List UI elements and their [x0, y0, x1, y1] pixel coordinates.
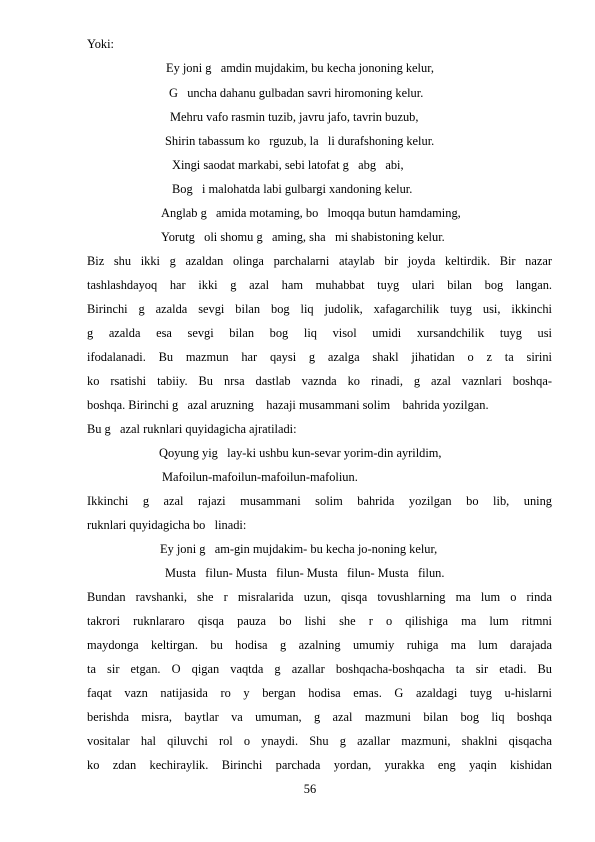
paragraph-line: takrori ruknlararo qisqa pauza bo lishi she r o qilishiga ma lum ritmni	[87, 614, 552, 628]
paragraph-line: ifodalanadi. Bu mazmun har qaysi g azalga shakl jihatidan o z ta sirini	[87, 350, 552, 364]
verse-line: Mafoilun-mafoilun-mafoilun-mafoliun.	[162, 470, 358, 484]
verse-line: Ey joni g am-gin mujdakim- bu kecha jo-noning kelur,	[160, 542, 438, 556]
paragraph-line: Ikkinchi g azal rajazi musammani solim bahrida yozilgan bo lib, uning	[87, 494, 552, 508]
verse-line: Shirin tabassum ko rguzub, la li durafshoning kelur.	[165, 134, 435, 148]
verse-line: Anglab g amida motaming, bo lmoqqa butun hamdaming,	[161, 206, 461, 220]
verse-line: Mehru vafo rasmin tuzib, javru jafo, tavrin buzub,	[170, 110, 419, 124]
verse-line: Xingi saodat markabi, sebi latofat g abg abi,	[172, 158, 404, 172]
paragraph-line: g azalda esa sevgi bilan bog liq visol umidi xursandchilik tuyg usi	[87, 326, 552, 340]
paragraph-line: Bu g azal ruknlari quyidagicha ajratiladi:	[87, 422, 297, 436]
paragraph-line: faqat vazn natijasida ro y bergan hodisa emas. G azaldagi tuyg u-hislarni	[87, 686, 552, 700]
verse-line: Yorutg oli shomu g aming, sha mi shabistoning kelur.	[161, 230, 445, 244]
page-number: 56	[303, 782, 317, 796]
paragraph-line: ko zdan kechiraylik. Birinchi parchada yordan, yurakka eng yaqin kishidan	[87, 758, 552, 772]
paragraph-line: Birinchi g azalda sevgi bilan bog liq judolik, xafagarchilik tuyg usi, ikkinchi	[87, 302, 552, 316]
verse-line: Ey joni g amdin mujdakim, bu kecha jononing kelur,	[166, 61, 434, 75]
paragraph-line: maydonga keltirgan. bu hodisa g azalning umumiy ruhiga ma lum darajada	[87, 638, 552, 652]
paragraph-line: Biz shu ikki g azaldan olinga parchalarni ataylab bir joyda keltirdik. Bir nazar	[87, 254, 552, 268]
paragraph-line: vositalar hal qiluvchi rol o ynaydi. Shu g azallar mazmuni, shaklni qisqacha	[87, 734, 552, 748]
verse-line: Musta filun- Musta filun- Musta filun- Musta filun.	[165, 566, 445, 580]
label-yoki: Yoki:	[87, 37, 114, 51]
paragraph-line: ruknlari quyidagicha bo linadi:	[87, 518, 247, 532]
paragraph-line: Bundan ravshanki, she r misralarida uzun, qisqa tovushlarning ma lum o rinda	[87, 590, 552, 604]
verse-line: Bog i malohatda labi gulbargi xandoning kelur.	[172, 182, 413, 196]
paragraph-line: boshqa. Birinchi g azal aruzning hazaji musammani solim bahrida yozilgan.	[87, 398, 489, 412]
verse-line: Qoyung yig lay-ki ushbu kun-sevar yorim-din ayrildim,	[159, 446, 442, 460]
paragraph-line: ko rsatishi tabiiy. Bu nrsa dastlab vaznda ko rinadi, g azal vaznlari boshqa-	[87, 374, 552, 388]
paragraph-line: ta sir etgan. O qigan vaqtda g azallar boshqacha-boshqacha ta sir etadi. Bu	[87, 662, 552, 676]
paragraph-line: tashlashdayoq har ikki g azal ham muhabbat tuyg ulari bilan bog langan.	[87, 278, 552, 292]
paragraph-line: berishda misra, baytlar va umuman, g azal mazmuni bilan bog liq boshqa	[87, 710, 552, 724]
verse-line: G uncha dahanu gulbadan savri hiromoning kelur.	[169, 86, 424, 100]
